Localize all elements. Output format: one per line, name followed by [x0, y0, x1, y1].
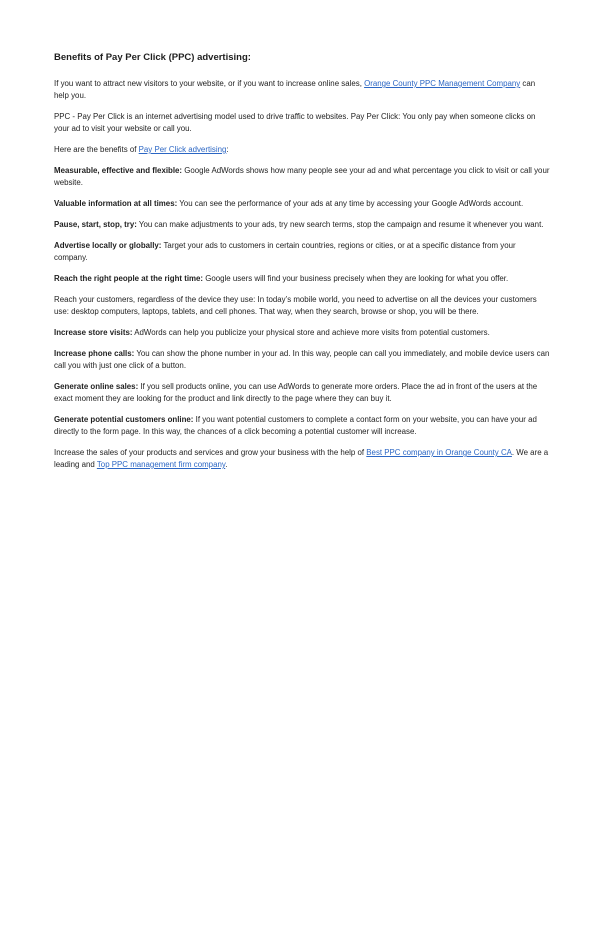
benefit-potential-customers	[54, 414, 550, 438]
ppc-definition-paragraph: PPC - Pay Per Click is an internet advertising model used to drive traffic to websites. Pay Per Click: You only pay when someone clicks on your ad to visit your website or call you.	[54, 112, 536, 133]
benefit-heading: Valuable information at all times:	[54, 199, 178, 208]
pay-per-click-link[interactable]: Pay Per Click advertising	[138, 145, 227, 154]
benefits-intro-suffix: :	[226, 145, 229, 154]
benefit-heading: Generate potential customers online:	[54, 415, 194, 424]
benefit-heading: Measurable, effective and flexible:	[54, 166, 183, 175]
reach-customers-paragraph: Reach your customers, regardless of the device they use: In today’s mobile world, you need to advertise on all the devices your customers use: desktop computers, laptops, tablets, and cell phones. That way, when they search, browse or shop, you will be there.	[54, 295, 537, 316]
benefit-heading: Advertise locally or globally:	[54, 241, 162, 250]
closing-paragraph	[54, 447, 550, 471]
intro-prefix: If you want to attract new visitors to your website, or if you want to increase online sales,	[54, 79, 365, 88]
benefit-text: You can make adjustments to your ads, try new search terms, stop the campaign and resume it whenever you want.	[136, 220, 544, 229]
benefit-text: Google users will find your business precisely when they are looking for what you offer.	[203, 274, 509, 283]
closing-middle: . We are a leading and	[54, 448, 549, 469]
intro-suffix: can help you.	[54, 79, 536, 100]
closing-suffix: .	[225, 460, 228, 469]
document-title: Benefits of Pay Per Click (PPC) advertising:	[54, 52, 251, 63]
benefit-text: AdWords can help you publicize your physical store and achieve more visits from potential customers.	[132, 328, 490, 337]
benefit-heading: Reach the right people at the right time:	[54, 274, 204, 283]
benefits-intro-prefix: Here are the benefits of	[54, 145, 139, 154]
benefit-online-sales	[54, 381, 550, 405]
intro-paragraph	[54, 78, 550, 102]
benefit-text: If you sell products online, you can use AdWords to generate more orders. Place the ad in front of the users at the exact moment they are looking for the product and link directly to the page where they can buy it.	[54, 382, 538, 403]
benefit-advertise-locally	[54, 240, 550, 264]
benefit-text: Google AdWords shows how many people see your ad and what percentage you click to visit or call your website.	[54, 166, 550, 187]
benefit-store-visits	[54, 327, 550, 339]
benefit-valuable-info	[54, 198, 550, 210]
best-ppc-company-link[interactable]: Best PPC company in Orange County CA	[366, 448, 512, 457]
closing-prefix: Increase the sales of your products and services and grow your business with the help of	[54, 448, 367, 457]
benefit-text: You can see the performance of your ads at any time by accessing your Google AdWords account.	[177, 199, 524, 208]
benefit-pause-start	[54, 219, 550, 231]
benefit-heading: Increase phone calls:	[54, 349, 135, 358]
benefit-text: You can show the phone number in your ad. In this way, people can call you immediately, and mobile device users can call you with just one click of a button.	[54, 349, 550, 370]
benefit-measurable	[54, 165, 550, 189]
benefit-phone-calls	[54, 348, 550, 372]
document-content	[54, 52, 550, 480]
benefit-heading: Increase store visits:	[54, 328, 133, 337]
benefit-text: Target your ads to customers in certain countries, regions or cities, or at a specific distance from your company.	[54, 241, 516, 262]
benefits-intro-paragraph	[54, 144, 550, 156]
benefit-heading: Pause, start, stop, try:	[54, 220, 137, 229]
orange-county-ppc-link[interactable]: Orange County PPC Management Company	[364, 79, 521, 88]
benefit-heading: Generate online sales:	[54, 382, 139, 391]
benefit-reach-right-people	[54, 273, 550, 285]
benefit-text: If you want potential customers to complete a contact form on your website, you can have your ad directly to the form page. In this way, the chances of a click becoming a potential customer will increase.	[54, 415, 537, 436]
top-ppc-firm-link[interactable]: Top PPC management firm company	[96, 460, 226, 469]
